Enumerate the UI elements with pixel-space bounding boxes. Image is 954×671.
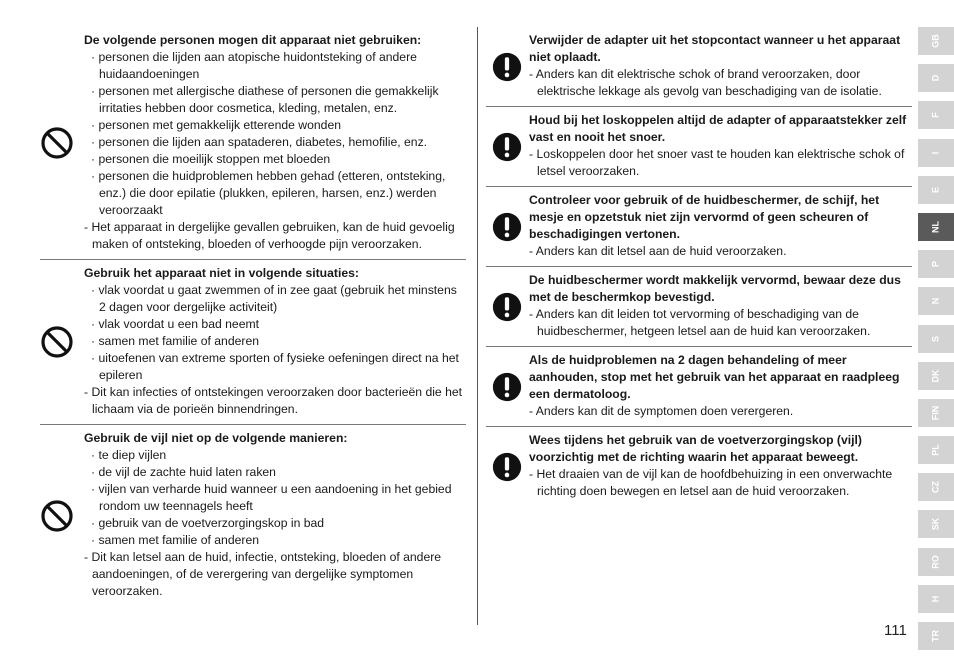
consequence-text: - Anders kan dit de symptomen doen verergeren. — [529, 403, 912, 420]
language-tabs — [918, 27, 954, 659]
consequence-text: - Anders kan dit leiden tot vervorming of beschadiging van de huidbeschermer, hetgeen letsel aan de huid kan veroorzaken. — [529, 306, 912, 340]
bullet-item: · personen die moeilijk stoppen met bloeden — [84, 151, 466, 168]
warning-section — [486, 266, 912, 346]
section-title: Houd bij het loskoppelen altijd de adapter of apparaatstekker zelf vast en nooit het snoer. — [529, 113, 907, 144]
prohibition-icon — [40, 499, 74, 533]
language-tab-label: P — [930, 261, 941, 268]
bullet-item: · samen met familie of anderen — [84, 532, 466, 549]
language-tab-h — [918, 585, 954, 613]
language-tab-label: N — [930, 298, 941, 305]
consequence-text: - Loskoppelen door het snoer vast te houden kan elektrische schok of letsel veroorzaken. — [529, 146, 912, 180]
warning-section — [40, 27, 466, 259]
mandatory-icon — [492, 132, 522, 162]
language-tab-s — [918, 325, 954, 353]
consequence-text: - Het apparaat in dergelijke gevallen gebruiken, kan de huid gevoelig maken of ontsteking, bloeden of verhoogde pijn veroorzaken. — [84, 219, 466, 253]
section-title: De volgende personen mogen dit apparaat niet gebruiken: — [84, 33, 422, 47]
bullet-item: · vlak voordat u een bad neemt — [84, 316, 466, 333]
section-title: De huidbeschermer wordt makkelijk vervormd, bewaar deze dus met de beschermkop bevestigd. — [529, 273, 901, 304]
language-tab-i — [918, 139, 954, 167]
bullet-item: · personen die lijden aan spataderen, diabetes, hemofilie, enz. — [84, 134, 466, 151]
bullet-list — [84, 49, 466, 219]
prohibition-icon — [40, 126, 74, 160]
language-tab-label: CZ — [930, 481, 941, 494]
column-divider — [477, 27, 478, 625]
consequence-text: - Dit kan infecties of ontstekingen veroorzaken door bacterieën die het lichaam via de porieën binnendringen. — [84, 384, 466, 418]
bullet-item: · personen die huidproblemen hebben gehad (etteren, ontsteking, enz.) die door epilatie (plukken, epileren, harsen, enz.) werden veroorzaakt — [84, 168, 466, 219]
mandatory-icon — [492, 452, 522, 482]
right-column — [486, 27, 912, 625]
language-tab-label: F — [930, 112, 941, 119]
language-tab-e — [918, 176, 954, 204]
warning-section — [486, 186, 912, 266]
bullet-item: · samen met familie of anderen — [84, 333, 466, 350]
language-tab-dk — [918, 362, 954, 390]
language-tab-label: E — [930, 186, 941, 193]
language-tab-label: RO — [930, 554, 941, 569]
language-tab-label: DK — [930, 369, 941, 383]
language-tab-pl — [918, 436, 954, 464]
mandatory-icon — [492, 212, 522, 242]
bullet-item: · personen die lijden aan atopische huidontsteking of andere huidaandoeningen — [84, 49, 466, 83]
language-tab-label: SK — [930, 518, 941, 531]
mandatory-icon — [492, 292, 522, 322]
warning-section — [486, 346, 912, 426]
warning-section — [40, 424, 466, 606]
consequence-text: - Anders kan dit elektrische schok of brand veroorzaken, door elektrische lekkage als gevolg van beschadiging van de isolatie. — [529, 66, 912, 100]
warning-section — [486, 27, 912, 106]
language-tab-gb — [918, 27, 954, 55]
consequence-text: - Anders kan dit letsel aan de huid veroorzaken. — [529, 243, 912, 260]
language-tab-fin — [918, 399, 954, 427]
warning-section — [486, 426, 912, 506]
section-title: Gebruik de vijl niet op de volgende manieren: — [84, 431, 348, 445]
language-tab-label: S — [930, 335, 941, 342]
page-number: 111 — [884, 622, 907, 639]
mandatory-icon — [492, 52, 522, 82]
bullet-item: · de vijl de zachte huid laten raken — [84, 464, 466, 481]
bullet-item: · te diep vijlen — [84, 447, 466, 464]
section-title: Wees tijdens het gebruik van de voetverzorgingskop (vijl) voorzichtig met de richting waarin het apparaat beweegt. — [529, 433, 862, 464]
language-tab-label: TR — [930, 630, 941, 642]
consequence-text: - Dit kan letsel aan de huid, infectie, ontsteking, bloeden of andere aandoeningen, of de verergering van dergelijke symptomen veroorzaken. — [84, 549, 466, 600]
bullet-list — [84, 282, 466, 384]
bullet-item: · uitoefenen van extreme sporten of fysieke oefeningen direct na het epileren — [84, 350, 466, 384]
bullet-item: · vijlen van verharde huid wanneer u een aandoening in het gebied rondom uw teennagels heeft — [84, 481, 466, 515]
language-tab-label: PL — [930, 444, 941, 456]
mandatory-icon — [492, 372, 522, 402]
left-column — [40, 27, 466, 625]
language-tab-nl — [918, 213, 954, 241]
bullet-item: · vlak voordat u gaat zwemmen of in zee gaat (gebruik het minstens 2 dagen voor dergelijke activiteit) — [84, 282, 466, 316]
language-tab-ro — [918, 548, 954, 576]
bullet-list — [84, 447, 466, 549]
language-tab-label: NL — [930, 220, 941, 233]
language-tab-label: D — [930, 74, 941, 82]
language-tab-d — [918, 64, 954, 92]
language-tab-label: I — [930, 151, 941, 154]
prohibition-icon — [40, 325, 74, 359]
section-title: Gebruik het apparaat niet in volgende situaties: — [84, 266, 359, 280]
language-tab-sk — [918, 510, 954, 538]
bullet-item: · gebruik van de voetverzorgingskop in bad — [84, 515, 466, 532]
section-title: Controleer voor gebruik of de huidbeschermer, de schijf, het mesje en opzetstuk niet zijn vervormd of geen scheuren of beschadigingen vertonen. — [529, 193, 880, 241]
language-tab-f — [918, 101, 954, 129]
consequence-text: - Het draaien van de vijl kan de hoofdbehuizing in een onverwachte richting doen bewegen en letsel aan de huid veroorzaken. — [529, 466, 912, 500]
language-tab-n — [918, 287, 954, 315]
language-tab-tr — [918, 622, 954, 650]
language-tab-label: FIN — [930, 405, 941, 421]
bullet-item: · personen met allergische diathese of personen die gemakkelijk irritaties hebben door cosmetica, kleding, metalen, enz. — [84, 83, 466, 117]
language-tab-label: H — [930, 595, 941, 603]
bullet-item: · personen met gemakkelijk etterende wonden — [84, 117, 466, 134]
section-title: Als de huidproblemen na 2 dagen behandeling of meer aanhouden, stop met het gebruik van het apparaat en raadpleeg een dermatoloog. — [529, 353, 900, 401]
warning-section — [40, 259, 466, 424]
section-title: Verwijder de adapter uit het stopcontact wanneer u het apparaat niet oplaadt. — [529, 33, 901, 64]
language-tab-p — [918, 250, 954, 278]
language-tab-label: GB — [930, 34, 941, 48]
language-tab-cz — [918, 473, 954, 501]
warning-section — [486, 106, 912, 186]
